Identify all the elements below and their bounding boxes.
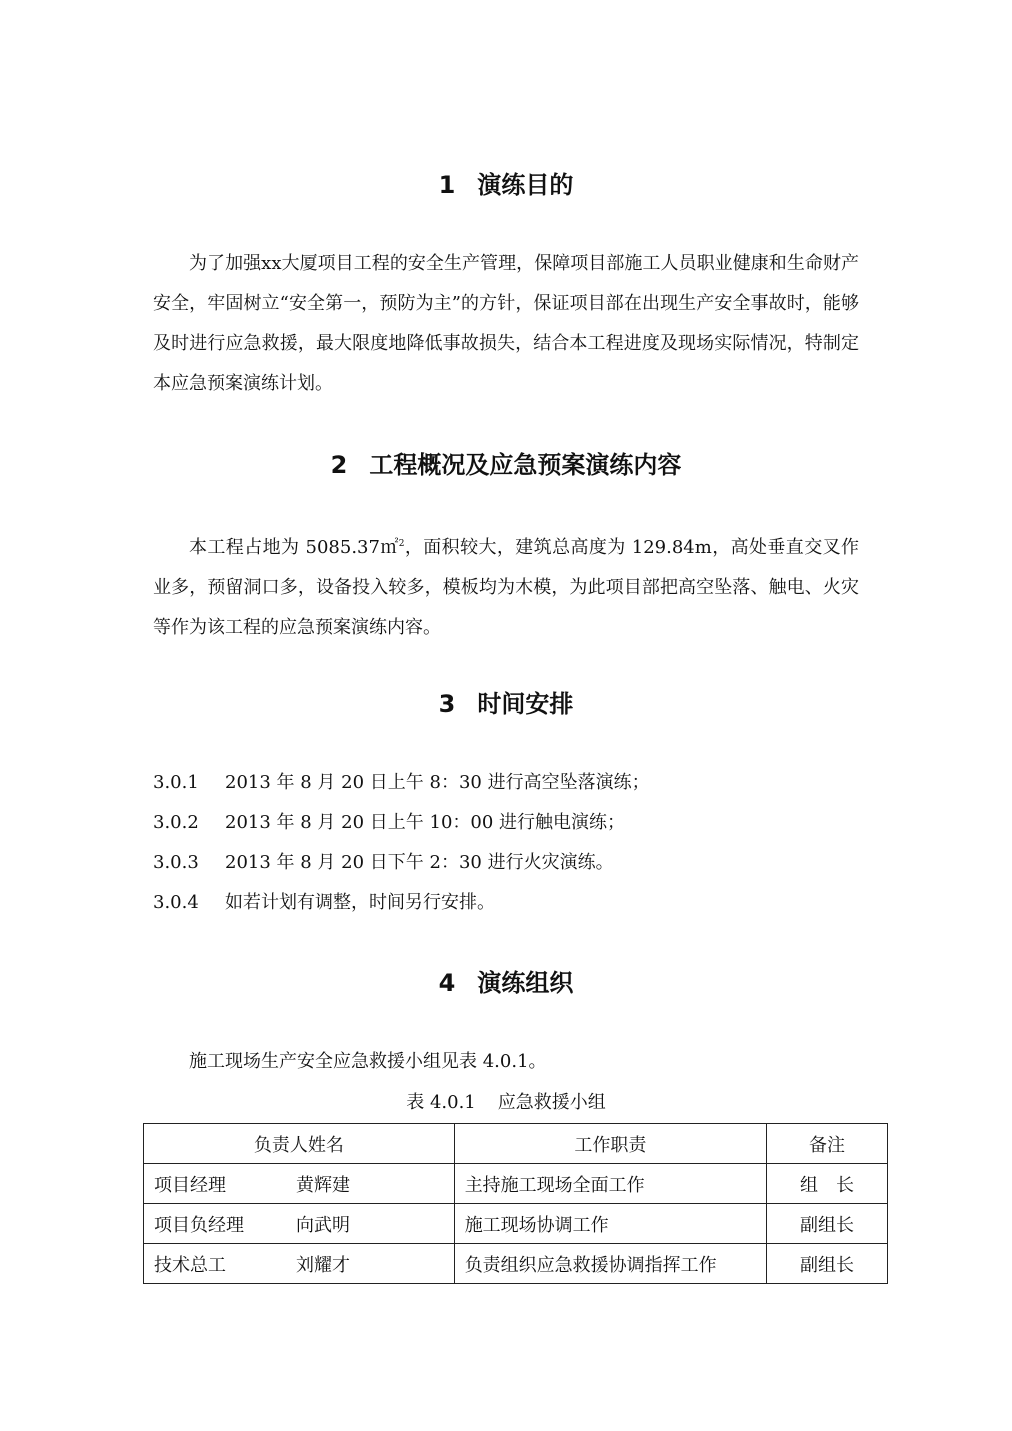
table-header-row	[144, 1124, 888, 1164]
item-number: 3.0.1	[153, 772, 199, 793]
section-title: 演练目的	[477, 171, 574, 199]
duty-cell: 主持施工现场全面工作	[454, 1164, 766, 1204]
role-text: 技术总工	[154, 1254, 226, 1276]
section-title: 演练组织	[477, 969, 574, 997]
duty-cell: 负责组织应急救援协调指挥工作	[454, 1244, 766, 1284]
paragraph-text: 施工现场生产安全应急救援小组见表 4.0.1。	[189, 1051, 547, 1072]
section-number: 4	[438, 969, 456, 997]
table-row	[144, 1244, 888, 1284]
note-cell: 副组长	[767, 1204, 888, 1244]
note-cell: 组 长	[767, 1164, 888, 1204]
list-item	[153, 843, 859, 883]
item-text: 2013 年 8 月 20 日下午 2：30 进行火灾演练。	[225, 852, 614, 873]
section-2-paragraph	[153, 524, 859, 648]
duty-cell: 施工现场协调工作	[454, 1204, 766, 1244]
section-title: 工程概况及应急预案演练内容	[369, 451, 682, 479]
person-name: 向武明	[296, 1214, 350, 1236]
person-cell	[144, 1204, 455, 1244]
section-3-heading	[0, 689, 1012, 719]
item-text: 如若计划有调整，时间另行安排。	[225, 892, 495, 913]
section-number: 1	[438, 171, 456, 199]
role-text: 项目经理	[154, 1174, 226, 1196]
person-name: 黄辉建	[296, 1174, 350, 1196]
section-1-paragraph	[153, 244, 859, 404]
caption-number: 表 4.0.1	[406, 1092, 476, 1113]
item-text: 2013 年 8 月 20 日上午 8：30 进行高空坠落演练；	[225, 772, 650, 793]
column-header: 备注	[767, 1124, 888, 1164]
list-item	[153, 763, 859, 803]
text-part: 本工程占地为 5085.37㎡	[189, 537, 399, 558]
superscript: 2	[398, 539, 405, 549]
table-caption	[0, 1091, 1012, 1115]
caption-title: 应急救援小组	[497, 1092, 606, 1113]
item-number: 3.0.4	[153, 892, 199, 913]
text-part: ，面积较大，建筑总高度为 129.84m，高处垂直交叉作业多，预留洞口多，设备投入较多，模板均为木模，为此项目部把高空坠落、触电、火灾等作为该工程的应急预案演练内容。	[153, 537, 860, 638]
paragraph-text	[153, 524, 859, 648]
list-item	[153, 883, 859, 923]
schedule-list	[153, 763, 859, 923]
note-cell: 副组长	[767, 1244, 888, 1284]
item-number: 3.0.2	[153, 812, 199, 833]
person-name: 刘耀才	[296, 1254, 350, 1276]
person-cell	[144, 1164, 455, 1204]
section-4-heading	[0, 968, 1012, 998]
person-cell	[144, 1244, 455, 1284]
column-header: 负责人姓名	[144, 1124, 455, 1164]
table-row	[144, 1164, 888, 1204]
section-4-paragraph	[153, 1042, 859, 1082]
section-title: 时间安排	[477, 690, 574, 718]
section-2-heading	[0, 450, 1012, 480]
item-number: 3.0.3	[153, 852, 199, 873]
section-number: 2	[330, 451, 348, 479]
paragraph-text: 为了加强xx大厦项目工程的安全生产管理，保障项目部施工人员职业健康和生命财产安全，牢固树立“安全第一，预防为主”的方针，保证项目部在出现生产安全事故时，能够及时进行应急救援，最大限度地降低事故损失，结合本工程进度及现场实际情况，特制定本应急预案演练计划。	[153, 253, 859, 394]
item-text: 2013 年 8 月 20 日上午 10：00 进行触电演练；	[225, 812, 626, 833]
list-item	[153, 803, 859, 843]
role-text: 项目负经理	[154, 1214, 244, 1236]
rescue-team-table	[143, 1123, 888, 1284]
column-header: 工作职责	[454, 1124, 766, 1164]
table-row	[144, 1204, 888, 1244]
section-1-heading	[0, 170, 1012, 200]
section-number: 3	[438, 690, 456, 718]
